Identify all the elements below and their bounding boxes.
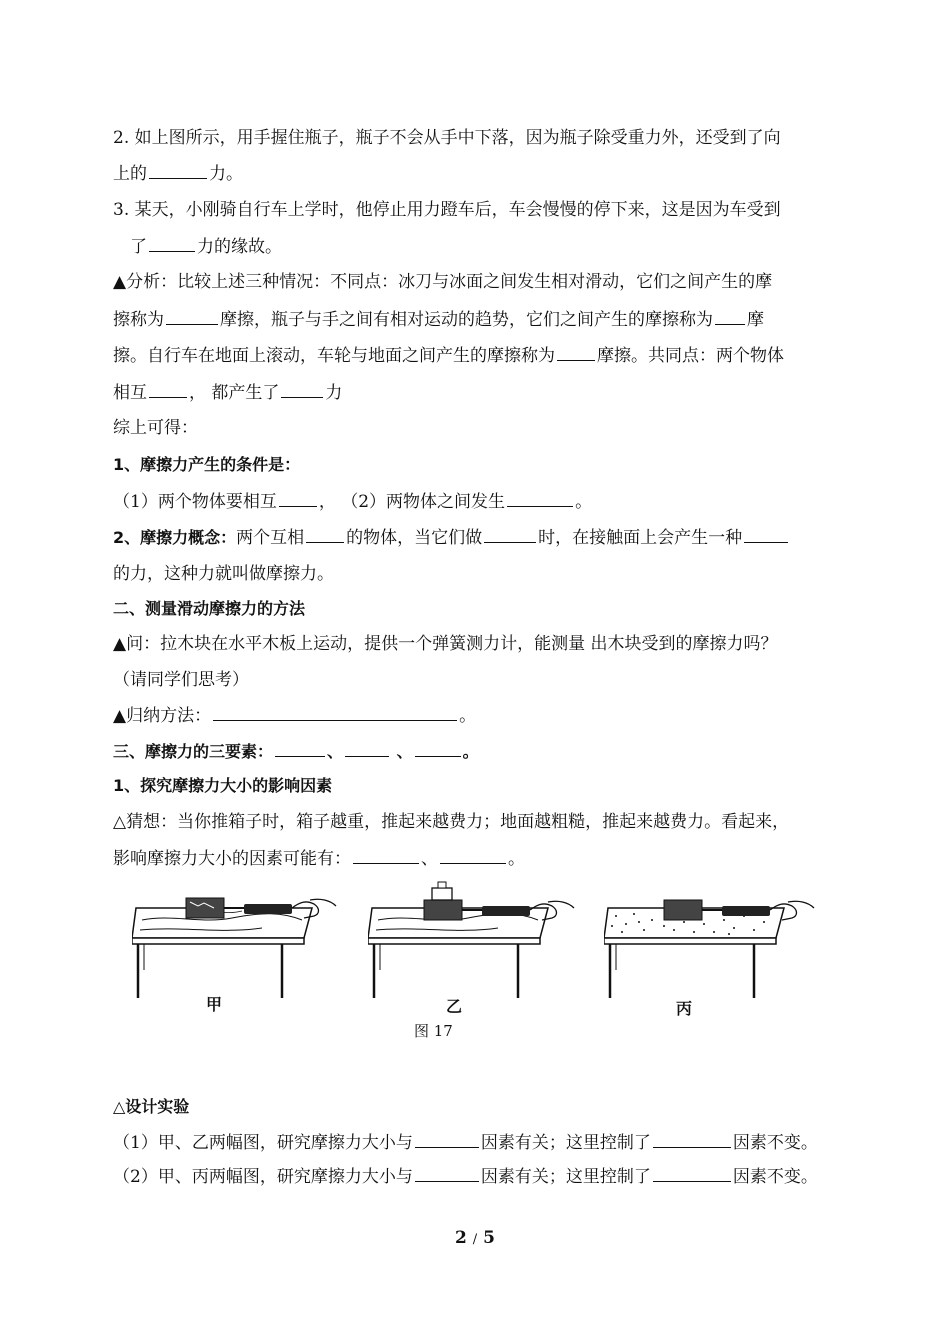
experiment-illustration-c (604, 880, 824, 1018)
text: 。 (508, 849, 525, 869)
question-3-line-2 (130, 234, 282, 259)
text: （请同学们思考） (113, 670, 249, 690)
text: 。 (459, 706, 477, 726)
text: 力 (325, 383, 343, 403)
fill-blank[interactable] (306, 525, 344, 543)
question-3-line-1 (113, 198, 781, 222)
text: 力的缘故。 (197, 237, 282, 257)
explore-heading (113, 774, 332, 798)
figure-caption: 图 17 (414, 1022, 453, 1040)
fill-blank[interactable] (345, 739, 389, 757)
analysis-line-3 (113, 343, 784, 368)
table-block-spring-scale-icon (132, 880, 352, 1015)
text: ▲分析：比较上述三种情况：不同点：冰刀与冰面之间发生相对滑动，它们之间产生的摩 (113, 272, 773, 292)
section-3-heading (113, 739, 479, 764)
fill-blank[interactable] (507, 489, 573, 507)
text: 力。 (209, 164, 243, 184)
fill-blank[interactable] (415, 739, 461, 757)
fill-blank[interactable] (166, 307, 218, 325)
text: 。 (462, 742, 479, 761)
text: 摩擦。共同点：两个物体 (597, 346, 784, 366)
text: 1、摩擦力产生的条件是： (113, 455, 301, 474)
think-line (113, 668, 249, 692)
text: 因素不变。 (732, 1133, 818, 1153)
fill-blank[interactable] (653, 1164, 731, 1182)
text: △猜想：当你推箱子时，箱子越重，推起来越费力；地面越粗糙，推起来越费力。看起来， (113, 812, 790, 832)
text: 的力，这种力就叫做摩擦力。 (113, 564, 334, 584)
guess-line-1 (113, 810, 789, 834)
text: 2、摩擦力概念： (113, 528, 237, 547)
figure-label-b: 乙 (446, 997, 463, 1016)
fill-blank[interactable] (653, 1130, 731, 1148)
concept-line-1 (113, 525, 790, 550)
analysis-line-1 (113, 270, 772, 294)
text: 3. 某天，小刚骑自行车上学时，他停止用力蹬车后，车会慢慢的停下来，这是因为车受到 (113, 200, 781, 220)
text: 。 (575, 492, 593, 512)
text: 、 (391, 742, 413, 761)
analysis-line-4 (113, 380, 342, 405)
text: ， 都产生了 (189, 383, 280, 403)
text: 摩 (747, 310, 764, 330)
text: 两个互相 (236, 528, 305, 548)
text: 、 (421, 849, 438, 869)
text: （1）甲、乙两幅图，研究摩擦力大小与 (113, 1133, 413, 1153)
text: 时，在接触面上会产生一种 (538, 528, 743, 548)
text: 了 (130, 237, 147, 257)
guess-line-2 (113, 846, 525, 871)
fill-blank[interactable] (440, 846, 506, 864)
text: 擦。自行车在地面上滚动，车轮与地面之间产生的摩擦称为 (113, 346, 555, 366)
text: 的物体，当它们做 (346, 528, 483, 548)
condition-heading (113, 453, 300, 477)
summary-line (113, 416, 198, 440)
section-2-heading (113, 597, 305, 621)
figure-17 (132, 880, 852, 1030)
text: 因素有关；这里控制了 (480, 1167, 651, 1187)
text: 2. 如上图所示，用手握住瓶子，瓶子不会从手中下落，因为瓶子除受重力外，还受到了向 (113, 128, 781, 148)
text: 影响摩擦力大小的因素可能有： (113, 849, 351, 869)
figure-label-c: 丙 (676, 999, 693, 1018)
fill-blank[interactable] (281, 380, 323, 398)
fill-blank[interactable] (279, 489, 317, 507)
experiment-illustration-a (132, 880, 352, 1015)
question-2-line-1 (113, 126, 781, 150)
text: （1）两个物体要相互 (113, 492, 277, 512)
text: 三、摩擦力的三要素： (113, 742, 274, 761)
experiment-illustration-b (368, 880, 588, 1015)
design-line-1 (113, 1130, 818, 1155)
fill-blank[interactable] (353, 846, 419, 864)
fill-blank[interactable] (149, 380, 187, 398)
question-line (113, 632, 777, 656)
design-heading (113, 1095, 189, 1119)
table-block-rough-surface-icon (604, 880, 824, 1015)
text: 二、测量滑动摩擦力的方法 (113, 599, 306, 618)
question-2-line-2 (113, 161, 243, 186)
fill-blank[interactable] (415, 1130, 479, 1148)
table-block-weight-spring-scale-icon (368, 880, 588, 1015)
design-line-2 (113, 1164, 818, 1189)
fill-blank[interactable] (557, 343, 595, 361)
text: △设计实验 (113, 1097, 190, 1116)
condition-line (113, 489, 592, 514)
text: 因素有关；这里控制了 (480, 1133, 651, 1153)
text: 摩擦，瓶子与手之间有相对运动的趋势，它们之间产生的摩擦称为 (220, 310, 713, 330)
text: ▲归纳方法： (113, 706, 212, 726)
fill-blank[interactable] (744, 525, 788, 543)
fill-blank[interactable] (149, 234, 195, 252)
page-number (0, 1228, 950, 1248)
text: （2）甲、丙两幅图，研究摩擦力大小与 (113, 1167, 413, 1187)
text: 综上可得： (113, 418, 198, 438)
fill-blank[interactable] (149, 161, 207, 179)
current-page: 2 (455, 1228, 467, 1248)
fill-blank[interactable] (213, 703, 457, 721)
text: 、 (327, 742, 344, 761)
text: ▲问：拉木块在水平木板上运动，提供一个弹簧测力计，能测量 出木块受到的摩擦力吗？ (113, 634, 778, 654)
text: ， （2）两物体之间发生 (318, 492, 506, 512)
total-pages: 5 (483, 1228, 495, 1248)
text: 相互 (113, 383, 147, 403)
fill-blank[interactable] (415, 1164, 479, 1182)
fill-blank[interactable] (484, 525, 536, 543)
text: 1、探究摩擦力大小的影响因素 (113, 776, 333, 795)
text: 因素不变。 (732, 1167, 818, 1187)
figure-label-a: 甲 (206, 995, 223, 1014)
fill-blank[interactable] (275, 739, 325, 757)
fill-blank[interactable] (715, 307, 745, 325)
text: 上的 (113, 164, 147, 184)
text: 擦称为 (113, 310, 164, 330)
method-line (113, 703, 476, 728)
page-separator: / (472, 1232, 478, 1247)
analysis-line-2 (113, 307, 764, 332)
concept-line-2 (113, 562, 334, 586)
